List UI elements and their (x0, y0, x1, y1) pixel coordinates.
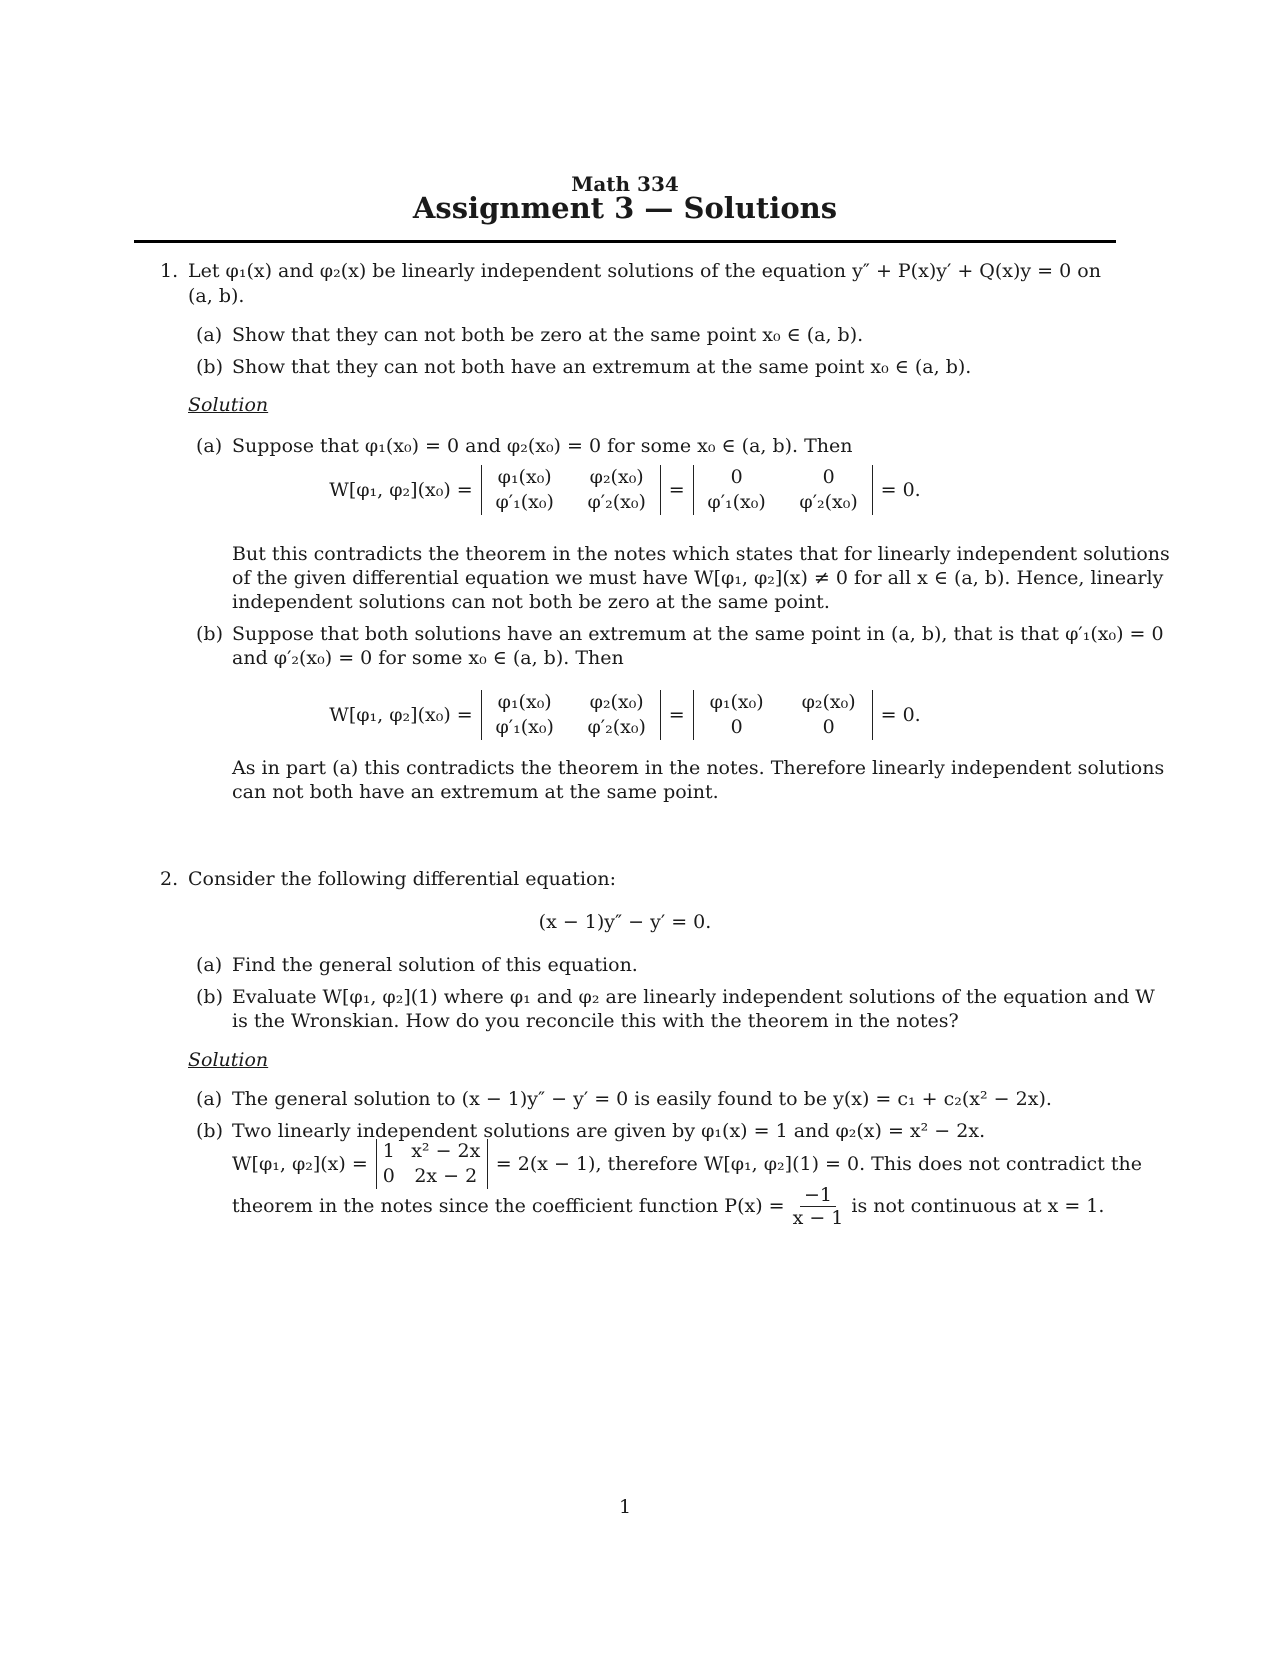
solution-text: = 2(x − 1), therefore W[φ₁, φ₂](1) = 0. This does not contradict the (495, 1152, 1142, 1175)
equals-sign: = (668, 478, 685, 501)
problem-1-number: 1. (160, 260, 179, 282)
solution-text: Suppose that φ₁(x₀) = 0 and φ₂(x₀) = 0 for some x₀ ∈ (a, b). Then (232, 435, 853, 457)
determinant-matrix (693, 690, 873, 740)
wronskian-line (232, 1139, 1142, 1189)
matrix-cell: φ′₁(x₀) (495, 716, 554, 738)
solution-text: But this contradicts the theorem in the notes which states that for linearly independent solutions (232, 543, 1170, 565)
page-number: 1 (618, 1496, 632, 1518)
part-text: is the Wronskian. How do you reconcile this with the theorem in the notes? (232, 1010, 959, 1032)
matrix-cell: φ′₂(x₀) (799, 491, 858, 513)
problem-1-statement (160, 259, 1101, 284)
solution-text: Two linearly independent solutions are given by φ₁(x) = 1 and φ₂(x) = x² − 2x. (232, 1120, 986, 1142)
wronskian-equation-b (0, 690, 1250, 740)
problem-1-part-b (196, 355, 971, 380)
determinant-matrix (693, 465, 873, 515)
problem-2-equation: (x − 1)y″ − y′ = 0. (538, 911, 712, 933)
matrix-cell: 0 (822, 716, 835, 738)
equals-sign: = (668, 703, 685, 726)
solution-text: theorem in the notes since the coefficient function P(x) = (232, 1195, 785, 1217)
matrix-cell: 2x − 2 (414, 1165, 478, 1187)
matrix-cell: φ′₂(x₀) (587, 491, 646, 513)
matrix-cell: φ₁(x₀) (497, 466, 552, 488)
solution-2a (196, 1087, 1052, 1112)
part-label: (a) (196, 1088, 223, 1110)
course-name: Math 334 (571, 172, 679, 196)
solution-text: and φ′₂(x₀) = 0 for some x₀ ∈ (a, b). Then (232, 647, 624, 669)
solution-text: independent solutions can not both be zero at the same point. (232, 591, 830, 613)
fraction-numerator: −1 (800, 1184, 836, 1207)
matrix-cell: 0 (730, 716, 743, 738)
title-divider (134, 240, 1116, 243)
determinant-matrix (481, 465, 661, 515)
equation-rhs: = 0. (880, 703, 921, 726)
wronskian-equation-a (0, 465, 1250, 515)
solution-text: of the given differential equation we must have W[φ₁, φ₂](x) ≠ 0 for all x ∈ (a, b). Hence, linearly (232, 567, 1164, 589)
problem-2-number: 2. (160, 868, 179, 890)
part-text: Show that they can not both have an extremum at the same point x₀ ∈ (a, b). (232, 356, 972, 378)
matrix-cell: 0 (730, 466, 743, 488)
part-text: Evaluate W[φ₁, φ₂](1) where φ₁ and φ₂ are linearly independent solutions of the equation and W (232, 986, 1155, 1008)
fraction-denominator: x − 1 (792, 1207, 844, 1229)
problem-2-part-a (196, 953, 638, 978)
equation-rhs: = 0. (880, 478, 921, 501)
solution-heading: Solution (188, 394, 269, 416)
page-title: Assignment 3 — Solutions (412, 191, 838, 225)
problem-2-part-b (196, 985, 1155, 1010)
matrix-cell: 0 (822, 466, 835, 488)
problem-2-statement (160, 867, 616, 892)
coefficient-line (232, 1184, 1104, 1229)
solution-text: The general solution to (x − 1)y″ − y′ = 0 is easily found to be y(x) = c₁ + c₂(x² − 2x). (232, 1088, 1052, 1110)
problem-1-statement-text: Let φ₁(x) and φ₂(x) be linearly independent solutions of the equation y″ + P(x)y′ + Q(x)y = 0 on (188, 260, 1101, 282)
matrix-cell: φ₂(x₀) (801, 691, 856, 713)
part-label: (b) (196, 356, 223, 378)
solution-text: As in part (a) this contradicts the theorem in the notes. Therefore linearly independent solutions (232, 757, 1165, 779)
matrix-cell: φ′₁(x₀) (707, 491, 766, 513)
matrix-cell: φ₁(x₀) (497, 691, 552, 713)
matrix-cell: φ₂(x₀) (589, 691, 644, 713)
problem-1-statement-cont: (a, b). (188, 285, 245, 307)
matrix-cell: x² − 2x (411, 1140, 481, 1162)
matrix-cell: 1 (382, 1140, 395, 1162)
equation-lhs: W[φ₁, φ₂](x₀) = (329, 703, 473, 726)
equation-lhs: W[φ₁, φ₂](x₀) = (329, 478, 473, 501)
equation-lhs: W[φ₁, φ₂](x) = (232, 1152, 368, 1175)
matrix-cell: φ₂(x₀) (589, 466, 644, 488)
part-label: (b) (196, 623, 223, 645)
fraction (793, 1184, 844, 1229)
solution-heading: Solution (188, 1049, 269, 1071)
solution-text: can not both have an extremum at the same point. (232, 781, 719, 803)
matrix-cell: 0 (382, 1165, 395, 1187)
matrix-cell: φ′₁(x₀) (495, 491, 554, 513)
solution-text: Suppose that both solutions have an extremum at the same point in (a, b), that is that φ′₁(x₀) = 0 (232, 623, 1164, 645)
part-label: (a) (196, 324, 223, 346)
part-label: (b) (196, 986, 223, 1008)
determinant-matrix (376, 1139, 488, 1189)
solution-text: is not continuous at x = 1. (851, 1195, 1105, 1217)
part-text: Show that they can not both be zero at the same point x₀ ∈ (a, b). (232, 324, 864, 346)
part-text: Find the general solution of this equation. (232, 954, 638, 976)
problem-2-statement-text: Consider the following differential equation: (188, 868, 617, 890)
problem-1-part-a (196, 323, 863, 348)
part-label: (b) (196, 1120, 223, 1142)
part-label: (a) (196, 954, 223, 976)
matrix-cell: φ′₂(x₀) (587, 716, 646, 738)
solution-1b (196, 622, 1164, 647)
determinant-matrix (481, 690, 661, 740)
matrix-cell: φ₁(x₀) (709, 691, 764, 713)
part-label: (a) (196, 435, 223, 457)
solution-1a-intro (196, 434, 853, 459)
